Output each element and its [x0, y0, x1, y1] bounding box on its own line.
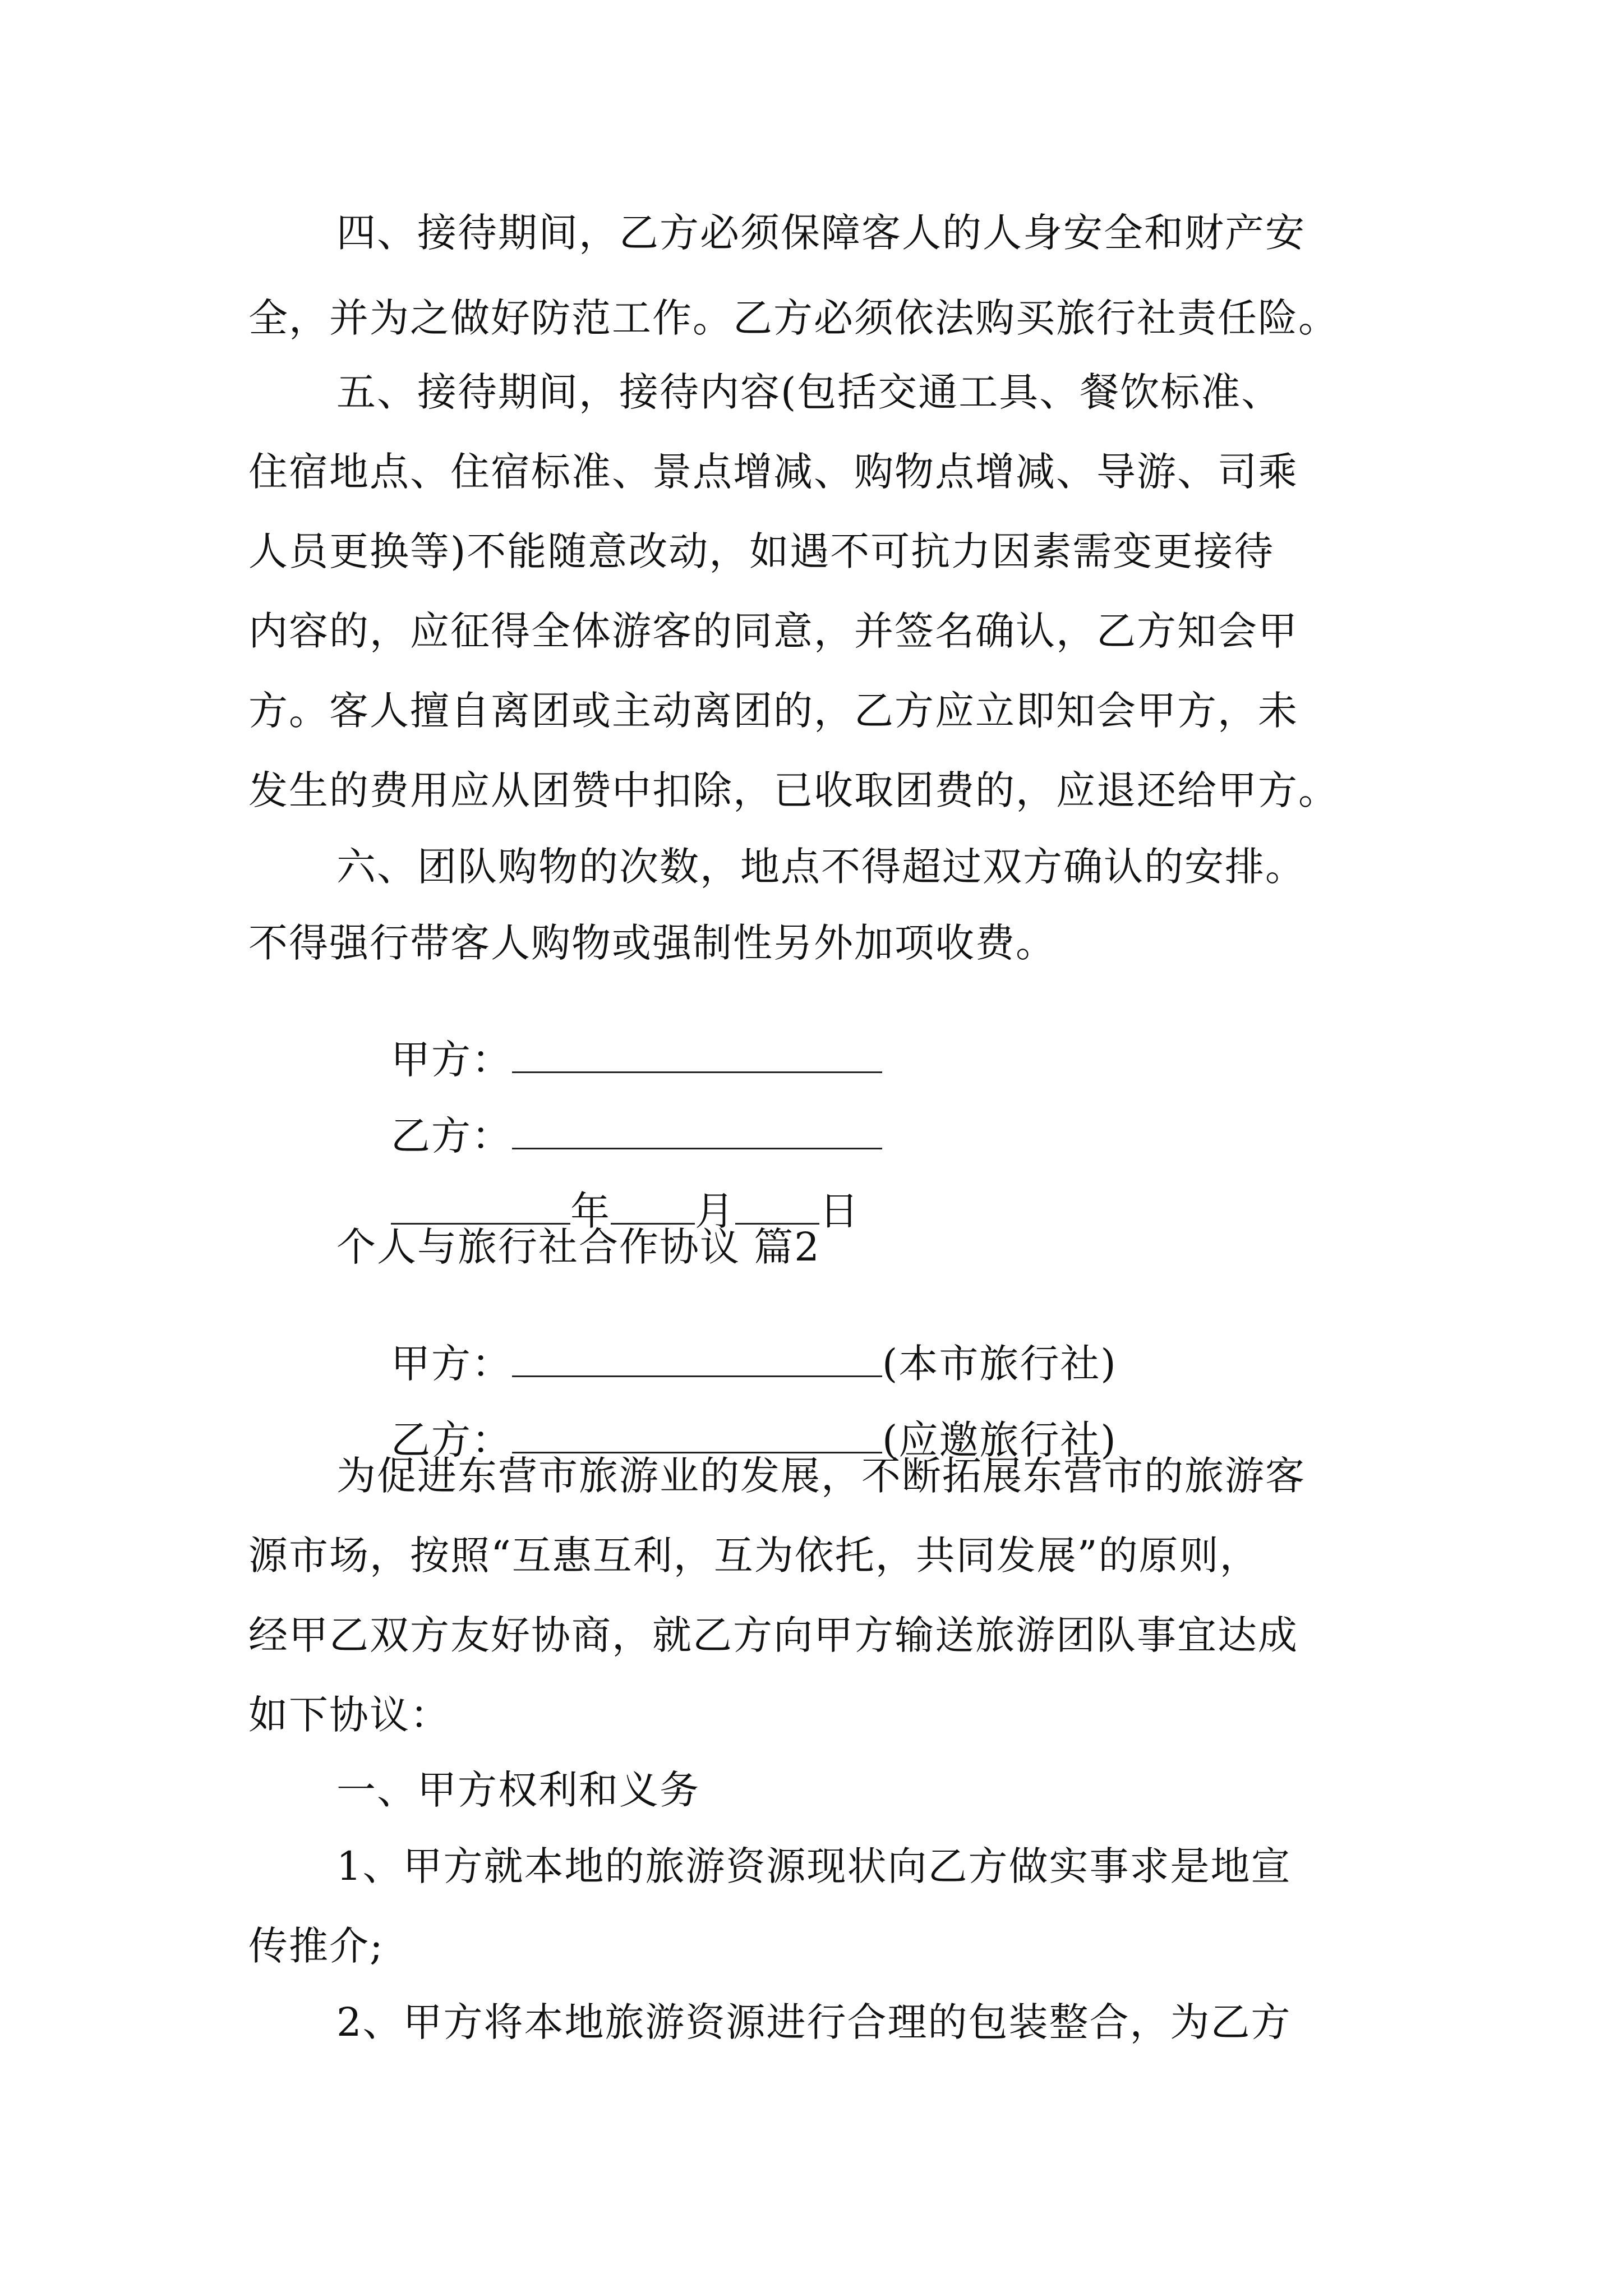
- party-b-blank: [512, 1115, 882, 1149]
- day-blank: [735, 1190, 819, 1225]
- clause-1-title: 一、甲方权利和义务: [336, 1767, 700, 1813]
- paragraph-4-line-1: 四、接待期间，乙方必须保障客人的人身安全和财产安: [336, 210, 1306, 256]
- party-b-label: 乙方：: [391, 1113, 513, 1159]
- party-a-blank: [512, 1039, 882, 1073]
- intro-line-4: 如下协议：: [248, 1692, 450, 1738]
- intro-line-3: 经甲乙双方友好协商，就乙方向甲方输送旅游团队事宜达成: [248, 1612, 1298, 1658]
- section-2-party-b-label: 乙方：: [391, 1417, 513, 1463]
- paragraph-5-line-2: 住宿地点、住宿标准、景点增减、购物点增减、导游、司乘: [248, 449, 1298, 495]
- section-2-party-a-label: 甲方：: [391, 1341, 513, 1387]
- year-blank: [391, 1190, 570, 1225]
- month-label: 月: [695, 1188, 736, 1234]
- item-1-line-2: 传推介;: [248, 1923, 384, 1969]
- paragraph-6-line-1: 六、团队购物的次数，地点不得超过双方确认的安排。: [336, 844, 1306, 890]
- paragraph-6-line-2: 不得强行带客人购物或强制性另外加项收费。: [248, 920, 1056, 966]
- paragraph-4-line-2: 全，并为之做好防范工作。乙方必须依法购买旅行社责任险。: [248, 295, 1339, 341]
- section-2-heading: 个人与旅行社合作协议 篇2: [336, 1224, 820, 1270]
- year-label: 年: [570, 1188, 611, 1234]
- item-2-line-1: 2、甲方将本地旅游资源进行合理的包装整合，为乙方: [336, 1999, 1292, 2045]
- paragraph-5-line-5: 方。客人擅自离团或主动离团的，乙方应立即知会甲方，未: [248, 688, 1298, 734]
- intro-line-2: 源市场，按照“互惠互利，互为依托，共同发展”的原则，: [248, 1533, 1260, 1579]
- intro-line-1: 为促进东营市旅游业的发展，不断拓展东营市的旅游客: [336, 1453, 1306, 1499]
- section-2-party-a-blank: [512, 1343, 882, 1377]
- paragraph-5-line-1: 五、接待期间，接待内容(包括交通工具、餐饮标准、: [336, 369, 1282, 415]
- month-blank: [611, 1190, 695, 1225]
- item-1-line-1: 1、甲方就本地的旅游资源现状向乙方做实事求是地宣: [336, 1843, 1292, 1889]
- section-2-party-b-note: (应邀旅行社): [882, 1417, 1117, 1463]
- paragraph-5-line-6: 发生的费用应从团赞中扣除，已收取团费的，应退还给甲方。: [248, 767, 1339, 813]
- section-2-party-a-note: (本市旅行社): [882, 1341, 1117, 1387]
- section-2-party-b-blank: [512, 1419, 882, 1453]
- paragraph-5-line-3: 人员更换等)不能随意改动，如遇不可抗力因素需变更接待: [248, 528, 1275, 574]
- paragraph-5-line-4: 内容的，应征得全体游客的同意，并签名确认，乙方知会甲: [248, 608, 1298, 654]
- day-label: 日: [819, 1188, 860, 1234]
- party-a-label: 甲方：: [391, 1037, 513, 1083]
